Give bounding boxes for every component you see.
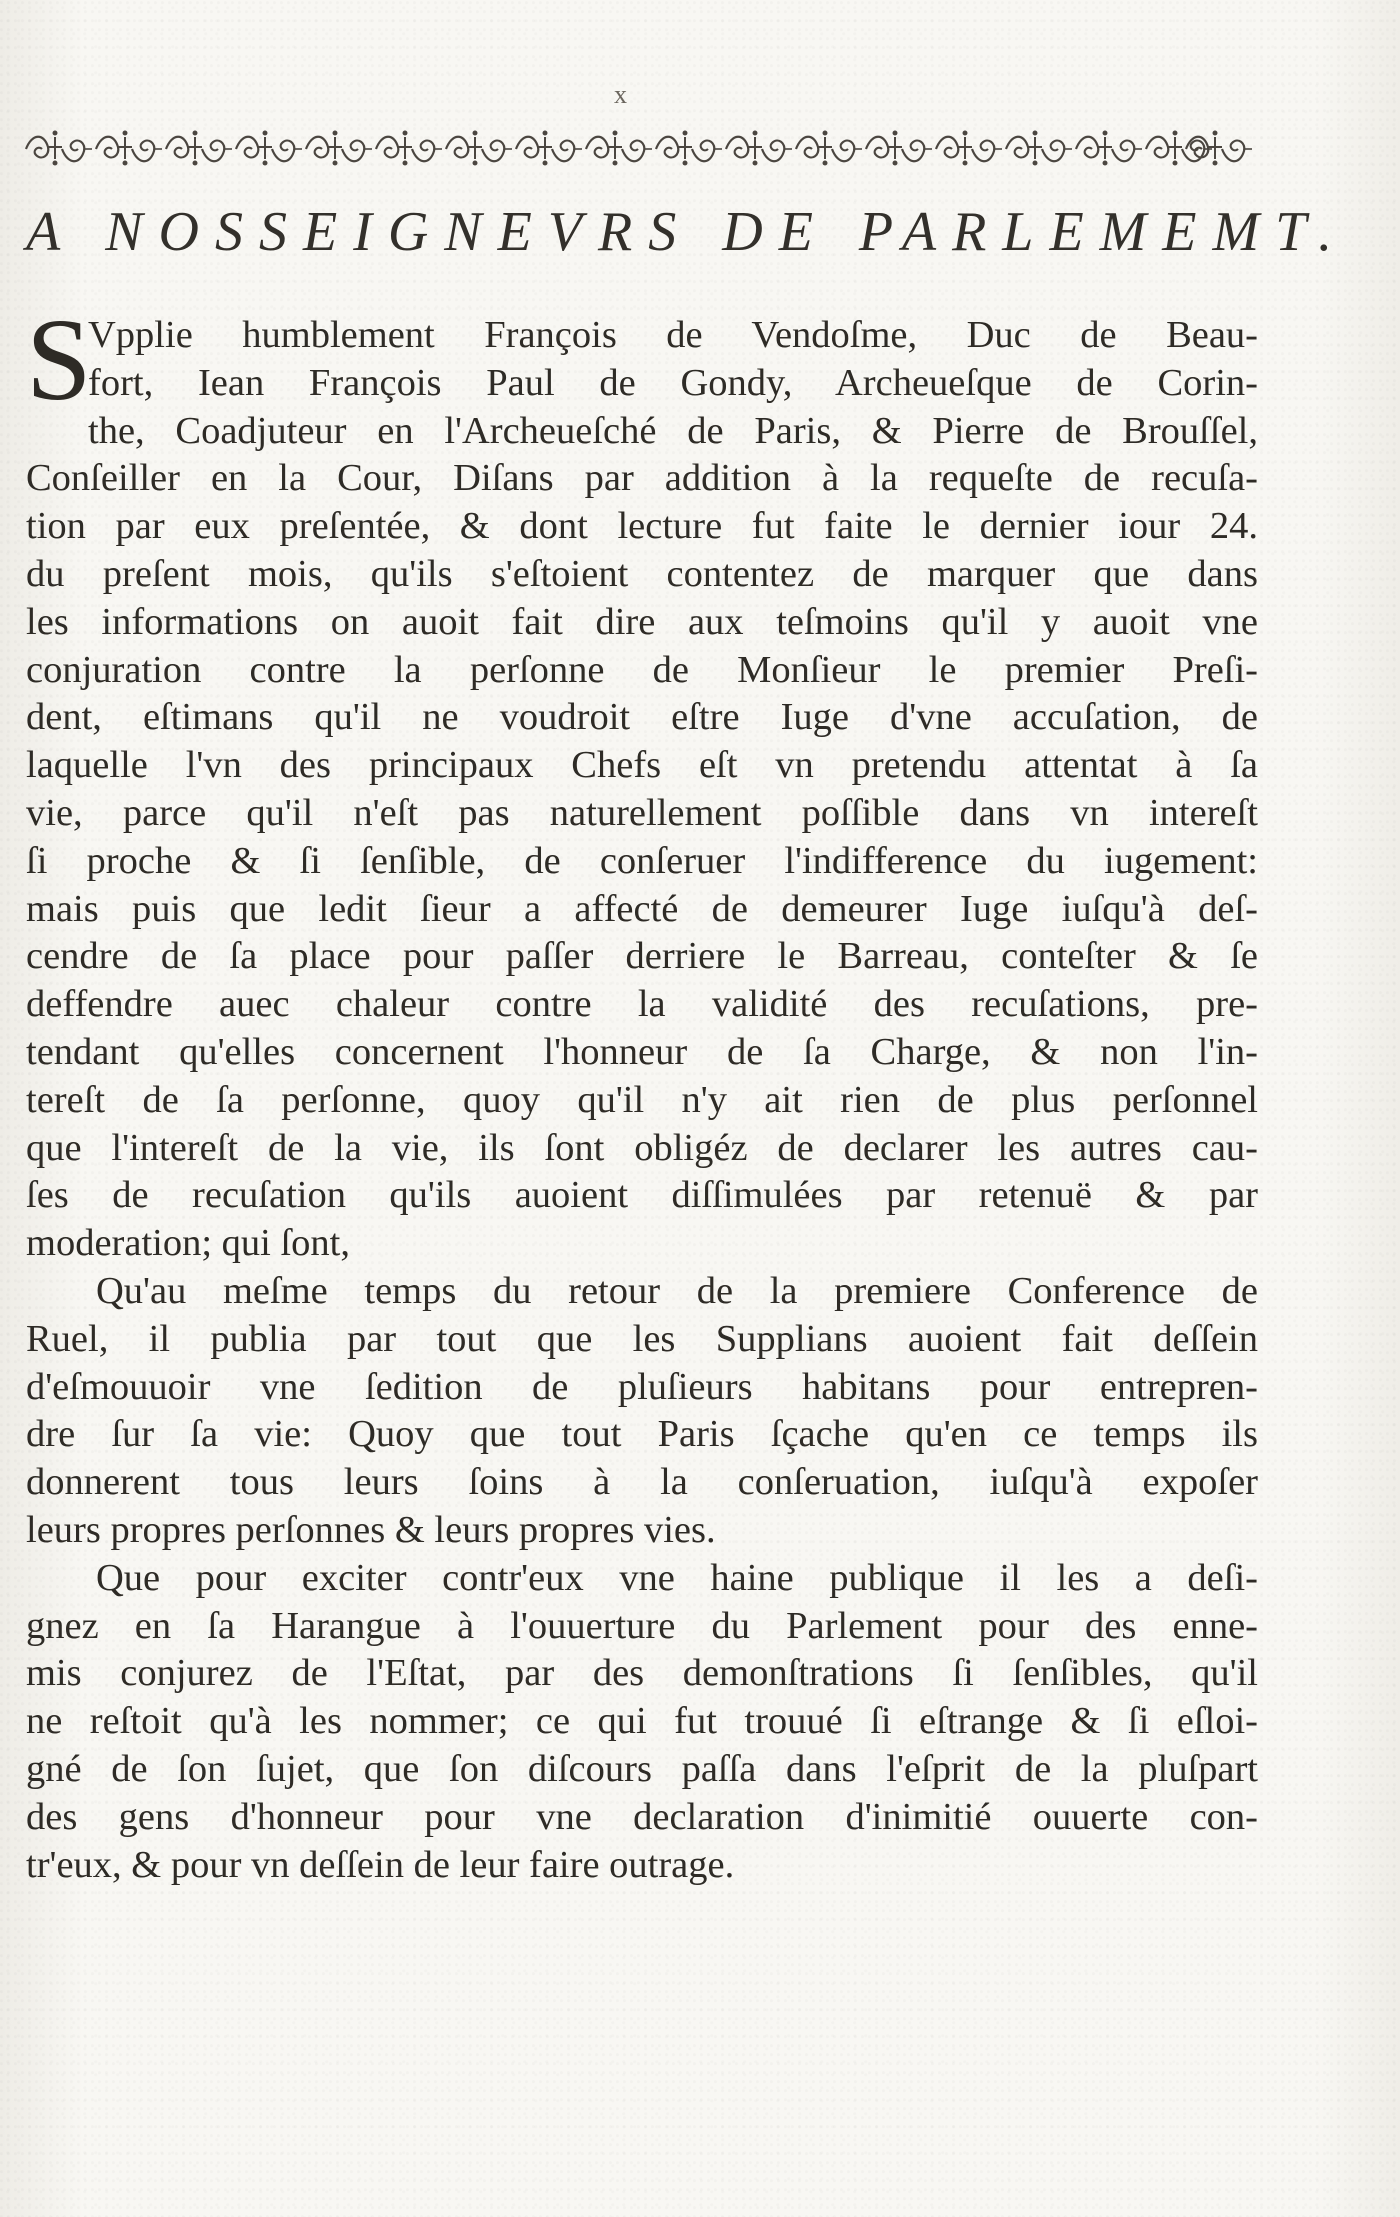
- text-line: mais puis que ledit ſieur a affecté de demeurer Iuge iuſqu'à deſ-: [26, 887, 1258, 930]
- text-line: deffendre auec chaleur contre la validité des recuſations, pre-: [26, 983, 1258, 1026]
- paragraph-1: [26, 294, 1258, 1268]
- text-line: donnerent tous leurs ſoins à la conſeruation, iuſqu'à expoſer: [26, 1461, 1258, 1504]
- text-line: d'eſmouuoir vne ſedition de pluſieurs habitans pour entrepren-: [26, 1365, 1258, 1408]
- page-heading: A NOSSEIGNEVRS DE PARLEMEMT.: [26, 201, 1349, 263]
- text-line: dent, eſtimans qu'il ne voudroit eſtre Iuge d'vne accuſation, de: [26, 696, 1258, 739]
- drop-cap: S: [26, 294, 92, 425]
- text-line: tendant qu'elles concernent l'honneur de ſa Charge, & non l'in-: [26, 1030, 1258, 1073]
- text-line: vie, parce qu'il n'eſt pas naturellement poſſible dans vn intereſt: [26, 791, 1258, 834]
- text-line: que l'intereſt de la vie, ils ſont obligéz de declarer les autres cau-: [26, 1126, 1258, 1169]
- text-line: Vpplie humblement François de Vendoſme, Duc de Beau-: [88, 314, 1258, 356]
- text-line: conjuration contre la perſonne de Monſieur le premier Preſi-: [26, 648, 1258, 691]
- text-line: ſes de recuſation qu'ils auoient diſſimulées par retenuë & par: [26, 1174, 1258, 1217]
- text-line: Que pour exciter contr'eux vne haine publique il les a deſi-: [96, 1556, 1258, 1599]
- text-line: the, Coadjuteur en l'Archeueſché de Paris, & Pierre de Brouſſel,: [88, 409, 1258, 452]
- body-text: [26, 294, 1258, 1889]
- text-line: mis conjurez de l'Eſtat, par des demonſtrations ſi ſenſibles, qu'il: [26, 1652, 1258, 1695]
- text-line: tereſt de ſa perſonne, quoy qu'il n'y ait rien de plus perſonnel: [26, 1078, 1258, 1121]
- text-line: du preſent mois, qu'ils s'eſtoient contentez de marquer que dans: [26, 552, 1258, 595]
- text-line: des gens d'honneur pour vne declaration d'inimitié ouuerte con-: [26, 1795, 1258, 1838]
- text-line: Ruel, il publia par tout que les Supplians auoient fait deſſein: [26, 1317, 1258, 1360]
- text-line: fort, Iean François Paul de Gondy, Archeueſque de Corin-: [88, 361, 1258, 404]
- folio-mark: x: [614, 80, 627, 109]
- text-line: les informations on auoit fait dire aux teſmoins qu'il y auoit vne: [26, 600, 1258, 643]
- text-line: gné de ſon ſujet, que ſon diſcours paſſa dans l'eſprit de la pluſpart: [26, 1747, 1258, 1790]
- text-line: leurs propres perſonnes & leurs propres vies.: [26, 1508, 716, 1551]
- text-line: laquelle l'vn des principaux Chefs eſt vn pretendu attentat à ſa: [26, 744, 1258, 787]
- text-line: ſi proche & ſi ſenſible, de conſeruer l'indifference du iugement:: [26, 839, 1258, 882]
- text-line: tion par eux preſentée, & dont lecture fut faite le dernier iour 24.: [26, 505, 1258, 548]
- text-line: cendre de ſa place pour paſſer derriere le Barreau, conteſter & ſe: [26, 935, 1258, 978]
- paragraph-3: [26, 1555, 1258, 1890]
- text-line: Conſeiller en la Cour, Diſans par addition à la requeſte de recuſa-: [26, 457, 1258, 500]
- text-line: tr'eux, & pour vn deſſein de leur faire outrage.: [26, 1843, 735, 1886]
- floral-band-ornament-icon: [22, 125, 1252, 173]
- text-line: Qu'au meſme temps du retour de la premiere Conference de: [96, 1269, 1258, 1312]
- text-line: moderation; qui ſont,: [26, 1222, 350, 1265]
- text-line: dre ſur ſa vie: Quoy que tout Paris ſçache qu'en ce temps ils: [26, 1413, 1258, 1456]
- text-line: ne reſtoit qu'à les nommer; ce qui fut trouué ſi eſtrange & ſi eſloi-: [26, 1700, 1258, 1743]
- text-line: gnez en ſa Harangue à l'ouuerture du Parlement pour des enne-: [26, 1604, 1258, 1647]
- paragraph-2: [26, 1268, 1258, 1555]
